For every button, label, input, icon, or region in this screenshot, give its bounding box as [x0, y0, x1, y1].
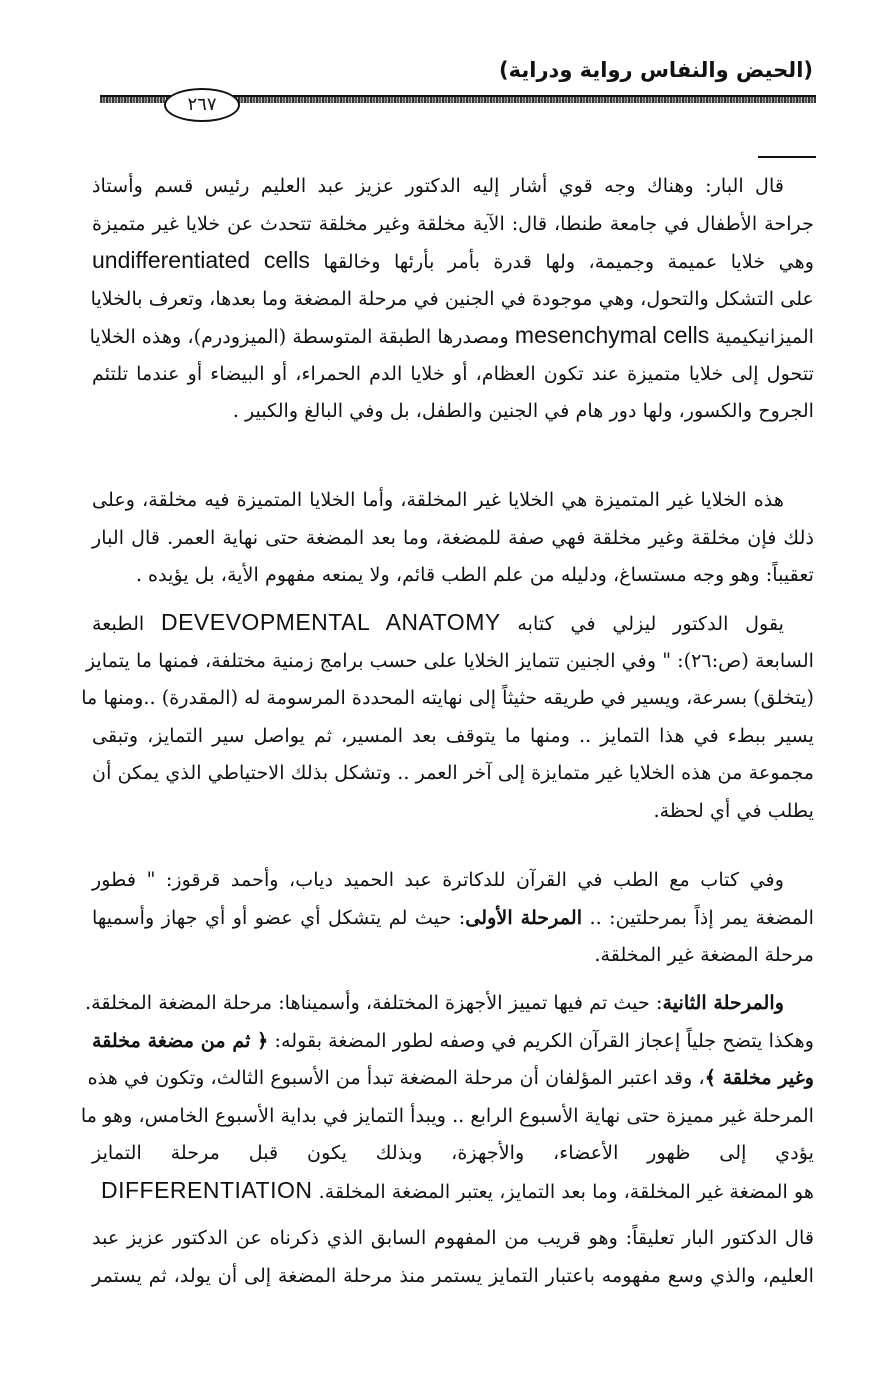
text-line: يطلب في أي لحظة.: [653, 798, 814, 822]
text-run: : حيث لم يتشكل أي عضو أو أي جهاز وأسميها: [92, 905, 466, 929]
text-line: [92, 604, 814, 642]
latin-term: undifferentiated cells: [92, 247, 310, 273]
running-title: (الحيض والنفاس رواية ودراية): [499, 58, 813, 82]
short-rule: [758, 156, 816, 158]
text-run: وهي خلايا عميمة وجميمة، ولها قدرة بأمر بأرئها وخالقها: [323, 250, 814, 273]
quran-quote: وغير مخلقة ﴾: [704, 1066, 814, 1089]
text-line: تتحول إلى خلايا متميزة عند تكون العظام، أو خلايا الدم الحمراء، أو البيضاء أو عندما تلتئم: [92, 361, 814, 385]
text-line: المرحلة غير مميزة حتى نهاية الأسبوع الرابع .. ويبدأ التمايز في بداية الأسبوع الخامس، وهو ما: [80, 1103, 814, 1127]
text-line: يؤدي إلى ظهور الأعضاء، والأجهزة، وبذلك يكون قبل مرحلة التمايز: [92, 1141, 814, 1164]
text-run: ، وقد اعتبر المؤلفان أن مرحلة المضغة تبدأ من الأسبوع الثالث، وتكون في هذه: [87, 1066, 705, 1089]
text-line: هذه الخلايا غير المتميزة هي الخلايا غير المخلقة، وأما الخلايا المتميزة فيه مخلقة، وعلى: [92, 488, 784, 511]
text-run: هو المضغة غير المخلقة، وما بعد التمايز، يعتبر المضغة المخلقة.: [318, 1179, 814, 1203]
latin-term: mesenchymal cells: [514, 322, 710, 348]
text-line: [92, 1172, 814, 1210]
quran-quote: ﴿ ثم من مضغة مخلقة: [91, 1028, 269, 1052]
text-line: السابعة (ص:٢٦): " وفي الجنين تتمايز الخلايا على حسب برامج زمنية مختلفة، فمنها ما يتمايز: [85, 648, 814, 672]
paragraph-2: [92, 481, 814, 594]
text-line: قال البار: وهناك وجه قوي أشار إليه الدكتور عزيز عبد العليم رئيس قسم وأستاذ: [92, 174, 784, 197]
latin-term: DEVEVOPMENTAL ANATOMY: [160, 609, 501, 635]
latin-term: DIFFERENTIATION: [100, 1176, 313, 1203]
text-line: مرحلة المضغة غير المخلقة.: [594, 943, 814, 966]
text-line: ذلك فإن مخلقة وغير مخلقة فهي صفة للمضغة، وما بعد المضغة حتى نهاية العمر. قال البار: [92, 525, 814, 549]
text-line: [89, 317, 814, 355]
text-line: على التشكل والتحول، وهي موجودة في الجنين في مرحلة المضغة وما بعدها، وتعرف بالخلايا: [90, 286, 814, 310]
text-run: الطبعة: [92, 612, 145, 635]
text-line: العليم، والذي وسع مفهومه باعتبار التمايز يستمر منذ مرحلة المضغة إلى أن يولد، ثم يستمر: [92, 1263, 814, 1287]
text-line: [92, 899, 814, 937]
text-line: (يتخلق) بسرعة، ويسير في طريقه حثيثاً إلى نهايته المحددة المرسومة له (المقدرة) ..ومنها ما: [81, 686, 814, 709]
text-line: يسير ببطء في هذا التمايز .. ومنها ما يتوقف بعد المسير، ثم يواصل سير التمايز، وتبقى: [92, 723, 814, 747]
text-run: ومصدرها الطبقة المتوسطة (الميزودرم)، وهذه الخلايا: [89, 325, 509, 348]
text-line: [92, 1022, 814, 1060]
text-line: [87, 1059, 814, 1097]
text-line: [85, 984, 814, 1022]
paragraph-5: [80, 984, 814, 1209]
paragraph-4: [92, 861, 814, 974]
paragraph-1: [89, 167, 814, 430]
text-run: : حيث تم فيها تمييز الأجهزة المختلفة، وأسميناها: مرحلة المضغة المخلقة.: [85, 991, 663, 1014]
text-line: تعقيباً: وهو وجه مستساغ، ودليله من علم الطب قائم، ولا يمنعه مفهوم الأية، بل يؤيده .: [135, 563, 814, 586]
text-line: [92, 242, 814, 280]
text-run: الميزانيكيمية: [715, 325, 814, 348]
text-line: الجروح والكسور، ولها دور هام في الجنين والطفل، بل وفي البالغ والكبير .: [232, 399, 814, 422]
text-line: مجموعة من هذه الخلايا غير متمايزة إلى آخر العمر .. وتشكل بذلك الاحتياطي الذي يمكن أن: [92, 761, 814, 784]
text-run: وهكذا يتضح جلياً إعجاز القرآن الكريم في وصفه لطور المضغة بقوله:: [274, 1028, 814, 1052]
text-run: يقول الدكتور ليزلي في كتابه: [517, 612, 784, 635]
bold-heading: المرحلة الأولى: [465, 905, 583, 929]
text-run: المضغة يمر إذاً بمرحلتين: ..: [589, 905, 814, 929]
bold-heading: والمرحلة الثانية: [662, 991, 784, 1014]
paragraph-3: [81, 604, 814, 829]
text-line: قال الدكتور البار تعليقاً: وهو قريب من المفهوم السابق الذي ذكرناه عن الدكتور عزيز عبد: [92, 1226, 814, 1249]
text-line: جراحة الأطفال في جامعة طنطا، قال: الآية مخلقة وغير مخلقة تتحدث عن خلايا غير متميزة: [92, 211, 814, 235]
paragraph-6: [92, 1219, 814, 1294]
page-number: ٢٦٧: [164, 88, 240, 122]
text-line: وفي كتاب مع الطب في القرآن للدكاترة عبد الحميد دياب، وأحمد قرقوز: " فطور: [92, 868, 784, 891]
